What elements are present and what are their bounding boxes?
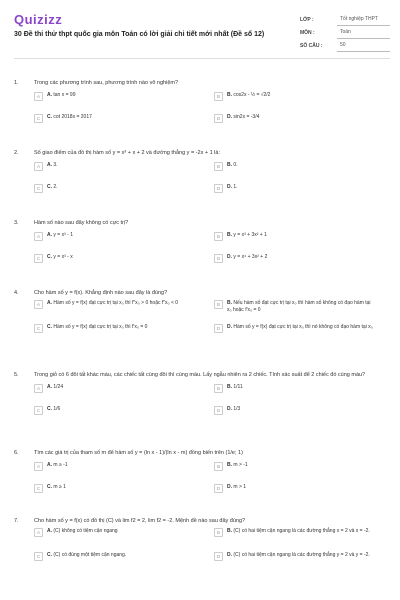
option-text: [227, 384, 243, 391]
question-text: Trong giỏ có 6 đôi tất khác màu, các chiếc tất cùng đôi thì cùng màu. Lấy ngẫu nhiên ra 2 chiếc. Tính xác suất để 2 chiếc đó cùng màu?: [34, 372, 366, 378]
answer-option-a[interactable]: [34, 462, 194, 471]
option-text: [47, 552, 126, 559]
option-key: A.: [47, 384, 52, 390]
option-letter-box: C: [34, 552, 43, 561]
option-text: [47, 92, 76, 99]
answer-option-c[interactable]: [34, 324, 194, 333]
question-text: Hàm số nào sau đây không có cực trị?: [34, 220, 129, 226]
option-key: C.: [47, 484, 52, 490]
option-text: [227, 462, 248, 469]
option-letter-box: C: [34, 484, 43, 493]
option-value: y = x⁴ + 3x² + 2: [233, 254, 268, 260]
meta-fields: [300, 13, 390, 52]
option-key: B.: [227, 384, 232, 390]
option-key: B.: [227, 232, 232, 238]
option-key: D.: [227, 324, 232, 330]
option-letter-box: A: [34, 92, 43, 101]
option-text: [47, 528, 118, 535]
answer-option-d[interactable]: [214, 406, 374, 415]
option-text: [47, 162, 58, 169]
option-value: sin2x = -3/4: [233, 114, 260, 120]
option-letter-box: D: [214, 184, 223, 193]
question-2: [14, 150, 390, 202]
option-key: D.: [227, 552, 232, 558]
option-value: m ≥ 1: [53, 484, 66, 490]
option-key: D.: [227, 406, 232, 412]
question-4: [14, 290, 390, 342]
option-text: [47, 384, 63, 391]
option-text: [227, 484, 246, 491]
option-letter-box: D: [214, 552, 223, 561]
answer-options: [34, 232, 390, 272]
answer-option-d[interactable]: [214, 324, 374, 333]
question-number: 7.: [14, 518, 19, 524]
question-number: 3.: [14, 220, 19, 226]
option-value: (C) có hai tiệm cận ngang là các đường thẳng x = 2 và x = -2.: [233, 528, 370, 534]
answer-option-c[interactable]: [34, 406, 194, 415]
question-1: [14, 80, 390, 132]
answer-options: [34, 462, 390, 502]
option-letter-box: C: [34, 114, 43, 123]
option-text: [47, 184, 58, 191]
answer-option-a[interactable]: [34, 528, 194, 537]
answer-option-a[interactable]: [34, 300, 194, 309]
option-value: 0.: [233, 162, 238, 168]
question-text: Cho hàm số y = f(x) có đồ thị (C) và lim f2 = 2, lim f2 = -2. Mệnh đề nào sau đây đúng?: [34, 518, 246, 524]
option-letter-box: D: [214, 484, 223, 493]
option-text: [227, 114, 259, 121]
option-value: 1/24: [53, 384, 64, 390]
answer-option-d[interactable]: [214, 254, 374, 263]
answer-option-d[interactable]: [214, 552, 374, 561]
option-key: C.: [47, 114, 52, 120]
question-header: [14, 150, 390, 156]
option-value: 3.: [53, 162, 58, 168]
option-key: C.: [47, 324, 52, 330]
option-letter-box: C: [34, 324, 43, 333]
option-key: C.: [47, 406, 52, 412]
answer-option-b[interactable]: [214, 162, 374, 171]
question-header: [14, 450, 390, 456]
answer-option-a[interactable]: [34, 384, 194, 393]
answer-option-b[interactable]: [214, 232, 374, 241]
option-value: Hàm số y = f(x) đạt cực trị tại x₀ thì f′x₀ = 0: [53, 324, 148, 330]
meta-row-count: [300, 39, 390, 52]
question-header: [14, 290, 390, 296]
answer-option-c[interactable]: [34, 114, 194, 123]
option-letter-box: B: [214, 92, 223, 101]
option-value: y = x³ + 3x² + 1: [233, 232, 267, 238]
option-text: [47, 484, 66, 491]
option-value: 1.: [233, 184, 238, 190]
option-text: [227, 184, 238, 191]
answer-option-b[interactable]: [214, 300, 374, 313]
answer-option-c[interactable]: [34, 254, 194, 263]
option-key: C.: [47, 254, 52, 260]
question-number: 1.: [14, 80, 19, 86]
option-text: [227, 300, 374, 313]
answer-option-b[interactable]: [214, 384, 374, 393]
option-text: [47, 406, 60, 413]
option-key: C.: [47, 552, 52, 558]
answer-option-b[interactable]: [214, 92, 374, 101]
option-key: D.: [227, 114, 232, 120]
option-key: D.: [227, 184, 232, 190]
option-key: A.: [47, 300, 52, 306]
option-key: A.: [47, 462, 52, 468]
answer-option-b[interactable]: [214, 462, 374, 471]
option-value: Hàm số y = f(x) đạt cực trị tại x₀ thì nó không có đạo hàm tại x₀: [233, 324, 373, 330]
answer-option-c[interactable]: [34, 184, 194, 193]
answer-option-c[interactable]: [34, 484, 194, 493]
option-key: A.: [47, 232, 52, 238]
option-letter-box: A: [34, 162, 43, 171]
option-value: (C) có hai tiệm cận ngang là các đường thẳng y = 2 và y = -2.: [233, 552, 370, 558]
option-value: (C) có đúng một tiệm cận ngang.: [53, 552, 127, 558]
meta-label: MÔN :: [300, 29, 315, 36]
option-text: [47, 232, 73, 239]
question-number: 5.: [14, 372, 19, 378]
option-letter-box: B: [214, 300, 223, 309]
answer-option-d[interactable]: [214, 184, 374, 193]
meta-label: SỐ CÂU :: [300, 42, 323, 49]
option-value: cos2x - ½ = √2/2: [233, 92, 271, 98]
question-5: [14, 372, 390, 424]
meta-row-class: [300, 13, 390, 26]
question-7: [14, 518, 390, 570]
option-value: Hàm số y = f(x) đạt cực trị tại x₀ thì f″x₀ > 0 hoặc f″x₀ < 0: [53, 300, 179, 306]
worksheet-title: 30 Đề thi thử thpt quốc gia môn Toán có lời giải chi tiết mới nhất (Đề số 12): [14, 31, 265, 38]
option-text: [47, 462, 68, 469]
option-value: 2.: [53, 184, 58, 190]
answer-option-b[interactable]: [214, 528, 374, 537]
option-key: B.: [227, 528, 232, 534]
option-value: 1/11: [233, 384, 243, 390]
option-key: A.: [47, 162, 52, 168]
meta-row-subject: [300, 26, 390, 39]
option-key: D.: [227, 484, 232, 490]
option-text: [227, 162, 238, 169]
option-value: y = x³ - 1: [53, 232, 73, 238]
question-header: [14, 220, 390, 226]
option-value: tan x = 99: [53, 92, 76, 98]
option-key: B.: [227, 92, 232, 98]
option-key: A.: [47, 528, 52, 534]
option-letter-box: A: [34, 300, 43, 309]
option-key: A.: [47, 92, 52, 98]
option-letter-box: A: [34, 462, 43, 471]
option-letter-box: D: [214, 324, 223, 333]
option-value: Nếu hàm số đạt cực trị tại x₀ thì hàm số không có đạo hàm tại x₀ hoặc f′x₀ = 0: [227, 300, 371, 313]
option-key: D.: [227, 254, 232, 260]
answer-options: [34, 92, 390, 132]
option-text: [47, 254, 73, 261]
option-value: 1/3: [233, 406, 241, 412]
option-value: m > 1: [233, 484, 247, 490]
meta-value: Toán: [337, 27, 390, 39]
option-text: [227, 552, 370, 559]
option-text: [227, 254, 267, 261]
option-value: 1/6: [53, 406, 61, 412]
answer-option-a[interactable]: [34, 162, 194, 171]
option-value: (C) không có tiệm cận ngang: [53, 528, 118, 534]
question-header: [14, 518, 390, 524]
question-header: [14, 372, 390, 378]
option-letter-box: D: [214, 114, 223, 123]
question-6: [14, 450, 390, 502]
option-key: B.: [227, 162, 232, 168]
option-text: [227, 92, 270, 99]
option-letter-box: C: [34, 406, 43, 415]
question-number: 4.: [14, 290, 19, 296]
meta-value: Tốt nghiệp THPT: [337, 14, 390, 26]
answer-option-a[interactable]: [34, 92, 194, 101]
answer-option-d[interactable]: [214, 114, 374, 123]
option-value: m > -1: [233, 462, 248, 468]
option-letter-box: B: [214, 232, 223, 241]
header-divider: [14, 58, 390, 59]
question-number: 2.: [14, 150, 19, 156]
option-letter-box: C: [34, 254, 43, 263]
option-value: y = x³ - x: [53, 254, 73, 260]
option-letter-box: B: [214, 462, 223, 471]
option-letter-box: A: [34, 384, 43, 393]
quizizz-logo: Quizizz: [14, 12, 63, 27]
answer-options: [34, 162, 390, 202]
answer-options: [34, 384, 390, 424]
answer-options: [34, 530, 390, 570]
option-letter-box: D: [214, 406, 223, 415]
option-key: B.: [227, 462, 232, 468]
question-text: Số giao điểm của đồ thị hàm số y = x³ + x + 2 và đường thẳng y = -2x + 1 là:: [34, 150, 220, 156]
option-letter-box: D: [214, 254, 223, 263]
option-key: B.: [227, 300, 232, 306]
answer-option-a[interactable]: [34, 232, 194, 241]
answer-options: [34, 302, 390, 342]
question-text: Trong các phương trình sau, phương trình nào vô nghiệm?: [34, 80, 179, 86]
option-text: [227, 406, 240, 413]
question-header: [14, 80, 390, 86]
option-text: [47, 324, 147, 331]
option-text: [227, 232, 267, 239]
option-value: cot 2018x = 2017: [53, 114, 92, 120]
option-letter-box: B: [214, 528, 223, 537]
question-text: Cho hàm số y = f(x). Khẳng định nào sau đây là đúng?: [34, 290, 168, 296]
answer-option-c[interactable]: [34, 552, 194, 561]
meta-label: LỚP :: [300, 16, 314, 23]
question-number: 6.: [14, 450, 19, 456]
option-letter-box: A: [34, 232, 43, 241]
option-text: [227, 324, 373, 331]
question-3: [14, 220, 390, 272]
question-text: Tìm các giá trị của tham số m để hàm số y = (ln x - 1)/(ln x - m) đồng biến trên (1/e; 1): [34, 450, 243, 456]
option-letter-box: C: [34, 184, 43, 193]
option-letter-box: B: [214, 162, 223, 171]
option-letter-box: A: [34, 528, 43, 537]
answer-option-d[interactable]: [214, 484, 374, 493]
option-letter-box: B: [214, 384, 223, 393]
option-text: [47, 114, 92, 121]
option-text: [227, 528, 370, 535]
option-key: C.: [47, 184, 52, 190]
option-value: m ≥ -1: [53, 462, 68, 468]
option-text: [47, 300, 178, 307]
meta-value: 50: [337, 40, 390, 52]
